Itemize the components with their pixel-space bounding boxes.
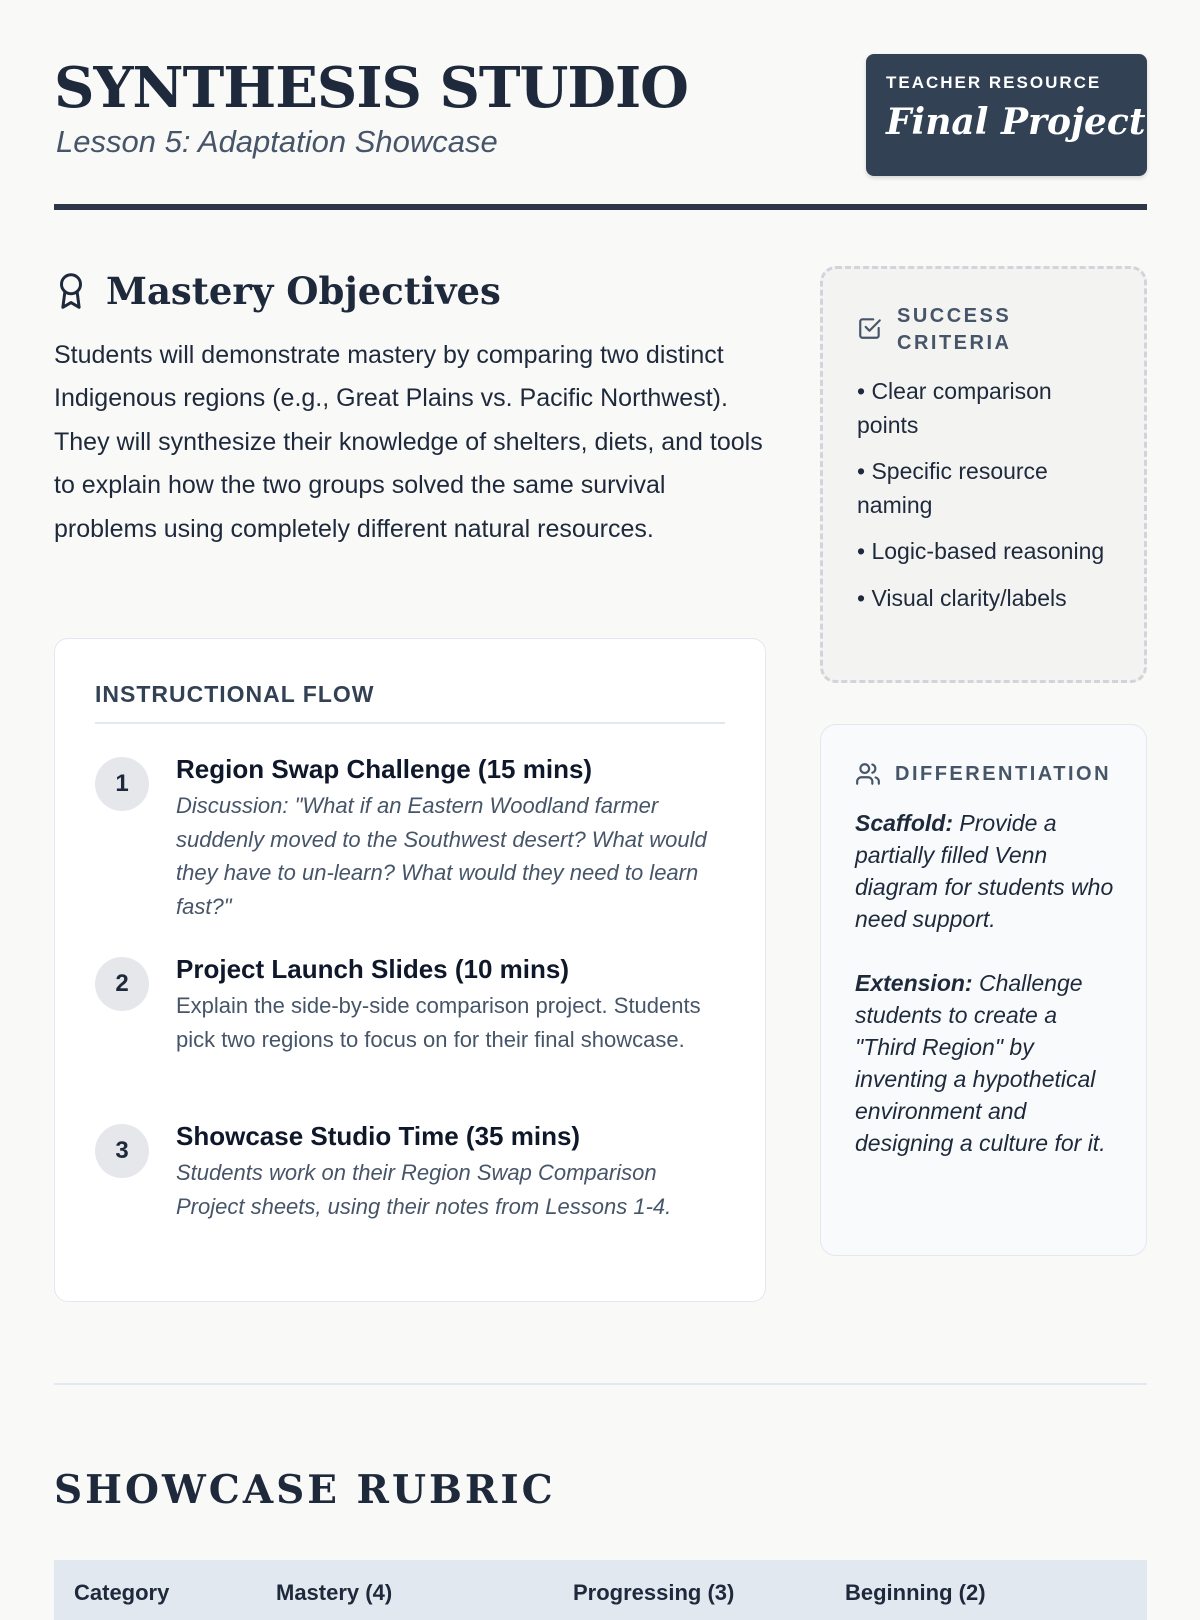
rubric-column-header: Beginning (2) xyxy=(845,1580,986,1605)
scaffold-label: Scaffold: xyxy=(855,810,953,836)
extension-text: Challenge students to create a "Third Region" by inventing a hypothetical environment and designing a culture for it. xyxy=(855,970,1106,1156)
rubric-title: SHOWCASE RUBRIC xyxy=(54,1467,556,1513)
rubric-column-header: Category xyxy=(74,1580,170,1605)
flow-heading: INSTRUCTIONAL FLOW xyxy=(95,681,725,724)
step-number: 3 xyxy=(95,1124,149,1178)
lesson-subtitle: Lesson 5: Adaptation Showcase xyxy=(56,124,498,159)
extension-paragraph xyxy=(855,967,1115,1159)
differentiation-box xyxy=(820,724,1147,1256)
list-item: • Clear comparison points xyxy=(857,378,1052,438)
section-divider xyxy=(54,1383,1147,1385)
award-ribbon-icon xyxy=(54,272,88,310)
step-number: 1 xyxy=(95,757,149,811)
step-title: Region Swap Challenge (15 mins) xyxy=(176,754,593,784)
step-description: Discussion: "What if an Eastern Woodland farmer suddenly moved to the Southwest desert? What would they have to un-learn? What would they need to learn fast?" xyxy=(176,793,707,919)
step-title: Showcase Studio Time (35 mins) xyxy=(176,1121,581,1151)
checkbox-icon xyxy=(857,315,883,341)
page-header xyxy=(54,54,1147,210)
success-criteria-box xyxy=(820,266,1147,683)
rubric-column-header: Progressing (3) xyxy=(573,1580,735,1605)
mastery-objectives-section xyxy=(54,266,766,551)
differentiation-text xyxy=(855,807,1115,1191)
differentiation-label: DIFFERENTIATION xyxy=(895,763,1112,785)
objectives-heading xyxy=(54,266,766,316)
rubric-table-header xyxy=(54,1560,1147,1620)
criteria-list xyxy=(857,375,1117,628)
resource-badge xyxy=(866,54,1147,176)
success-criteria-label: SUCCESS CRITERIA xyxy=(897,305,1012,354)
step-title: Project Launch Slides (10 mins) xyxy=(176,954,569,984)
extension-label: Extension: xyxy=(855,970,973,996)
instructional-flow-card xyxy=(54,638,766,1302)
badge-kicker: TEACHER RESOURCE xyxy=(886,73,1102,92)
badge-title: Final Project xyxy=(886,101,1146,143)
differentiation-heading xyxy=(855,761,1111,787)
list-item: • Visual clarity/labels xyxy=(857,584,1067,611)
scaffold-text: Provide a partially filled Venn diagram for students who need support. xyxy=(855,810,1114,932)
objectives-text: Students will demonstrate mastery by comparing two distinct Indigenous regions (e.g., Great Plains vs. Pacific Northwest). They will synthesize their knowledge of shelters, diets, and tools to explain how the two groups solved the same survival problems using completely different natural resources. xyxy=(54,341,763,543)
list-item: • Specific resource naming xyxy=(857,458,1048,518)
objectives-title: Mastery Objectives xyxy=(106,269,501,313)
step-description: Explain the side-by-side comparison project. Students pick two regions to focus on for their final showcase. xyxy=(176,993,701,1052)
users-icon xyxy=(855,761,881,787)
page-title: SYNTHESIS STUDIO xyxy=(54,55,688,121)
success-criteria-heading xyxy=(857,303,1027,357)
step-description: Students work on their Region Swap Comparison Project sheets, using their notes from Lessons 1-4. xyxy=(176,1160,672,1219)
step-number: 2 xyxy=(95,957,149,1011)
rubric-column-header: Mastery (4) xyxy=(276,1580,393,1605)
header-divider xyxy=(54,204,1147,210)
scaffold-paragraph xyxy=(855,807,1115,935)
list-item: • Logic-based reasoning xyxy=(857,538,1105,564)
